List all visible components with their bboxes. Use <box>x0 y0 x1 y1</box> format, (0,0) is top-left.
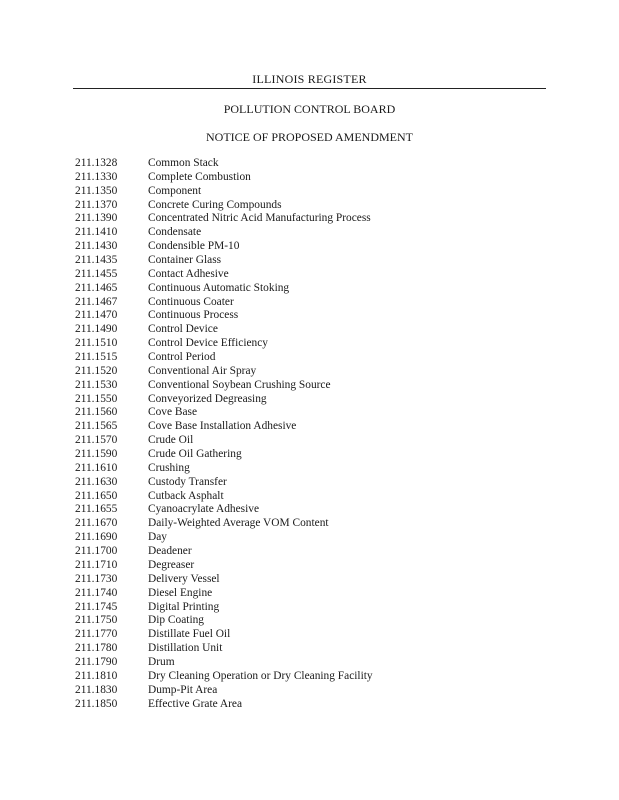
term-name: Cyanoacrylate Adhesive <box>148 503 260 516</box>
list-item <box>75 268 373 282</box>
list-item <box>75 476 373 490</box>
list-item <box>75 351 373 365</box>
term-name: Dump-Pit Area <box>148 683 218 696</box>
section-number: 211.1810 <box>75 669 118 682</box>
list-item <box>75 670 373 684</box>
section-number: 211.1328 <box>75 157 118 169</box>
list-item <box>75 309 373 323</box>
term-name: Degreaser <box>148 558 195 571</box>
section-number: 211.1520 <box>75 364 118 377</box>
section-number: 211.1610 <box>75 461 118 474</box>
term-name: Common Stack <box>148 157 219 169</box>
section-number: 211.1650 <box>75 489 118 502</box>
definition-list <box>75 157 373 711</box>
term-name: Conventional Soybean Crushing Source <box>148 378 331 391</box>
section-number: 211.1530 <box>75 378 118 391</box>
list-item <box>75 448 373 462</box>
list-item <box>75 434 373 448</box>
list-item <box>75 573 373 587</box>
list-item <box>75 420 373 434</box>
section-number: 211.1370 <box>75 198 118 211</box>
list-item <box>75 531 373 545</box>
term-name: Continuous Automatic Stoking <box>148 281 290 294</box>
list-item <box>75 490 373 504</box>
list-item <box>75 157 373 171</box>
section-number: 211.1710 <box>75 558 118 571</box>
section-number: 211.1740 <box>75 586 118 599</box>
section-number: 211.1790 <box>75 655 118 668</box>
term-name: Crude Oil <box>148 434 194 447</box>
section-number: 211.1467 <box>75 295 118 308</box>
list-item <box>75 337 373 351</box>
section-number: 211.1750 <box>75 614 118 627</box>
term-name: Control Period <box>148 351 216 364</box>
term-name: Continuous Process <box>148 309 239 322</box>
section-number: 211.1455 <box>75 267 118 280</box>
list-item <box>75 171 373 185</box>
list-item <box>75 406 373 420</box>
section-number: 211.1515 <box>75 351 118 364</box>
section-number: 211.1430 <box>75 240 118 253</box>
term-name: Cove Base Installation Adhesive <box>148 420 297 433</box>
list-item <box>75 656 373 670</box>
list-item <box>75 296 373 310</box>
list-item <box>75 559 373 573</box>
term-name: Daily-Weighted Average VOM Content <box>148 517 329 530</box>
section-number: 211.1350 <box>75 184 118 197</box>
term-name: Control Device <box>148 323 218 336</box>
term-name: Cutback Asphalt <box>148 489 224 502</box>
section-number: 211.1550 <box>75 392 118 405</box>
section-number: 211.1570 <box>75 434 118 447</box>
list-item <box>75 684 373 698</box>
term-name: Dip Coating <box>148 614 205 627</box>
list-item <box>75 185 373 199</box>
list-item <box>75 462 373 476</box>
term-name: Cove Base <box>148 406 198 419</box>
section-number: 211.1435 <box>75 254 118 267</box>
board-title: POLLUTION CONTROL BOARD <box>223 102 396 116</box>
term-name: Distillation Unit <box>148 642 223 655</box>
section-number: 211.1630 <box>75 475 118 488</box>
term-name: Drum <box>148 655 175 668</box>
list-item <box>75 614 373 628</box>
notice-title: NOTICE OF PROPOSED AMENDMENT <box>205 130 414 144</box>
term-name: Conventional Air Spray <box>148 364 257 377</box>
section-number: 211.1850 <box>75 697 118 710</box>
list-item <box>75 601 373 615</box>
section-number: 211.1470 <box>75 309 118 322</box>
term-name: Deadener <box>148 545 192 558</box>
section-number: 211.1465 <box>75 281 118 294</box>
list-item <box>75 517 373 531</box>
term-name: Condensate <box>148 226 202 239</box>
section-number: 211.1410 <box>75 226 118 239</box>
term-name: Component <box>148 184 202 197</box>
term-name: Distillate Fuel Oil <box>148 628 231 641</box>
section-number: 211.1565 <box>75 420 118 433</box>
term-name: Conveyorized Degreasing <box>148 392 267 405</box>
section-number: 211.1490 <box>75 323 118 336</box>
section-number: 211.1655 <box>75 503 118 516</box>
term-name: Delivery Vessel <box>148 572 220 585</box>
register-title: ILLINOIS REGISTER <box>252 72 367 86</box>
list-item <box>75 393 373 407</box>
section-number: 211.1510 <box>75 337 118 350</box>
section-number: 211.1670 <box>75 517 118 530</box>
section-number: 211.1830 <box>75 683 118 696</box>
section-number: 211.1730 <box>75 572 118 585</box>
term-name: Custody Transfer <box>148 475 227 488</box>
list-item <box>75 199 373 213</box>
term-name: Crude Oil Gathering <box>148 448 242 461</box>
term-name: Digital Printing <box>148 600 220 613</box>
list-item <box>75 254 373 268</box>
list-item <box>75 212 373 226</box>
term-name: Concentrated Nitric Acid Manufacturing Process <box>148 212 371 225</box>
list-item <box>75 642 373 656</box>
list-item <box>75 503 373 517</box>
section-number: 211.1390 <box>75 212 118 225</box>
term-name: Effective Grate Area <box>148 697 243 710</box>
section-number: 211.1780 <box>75 642 118 655</box>
section-number: 211.1560 <box>75 406 118 419</box>
list-item <box>75 323 373 337</box>
section-number: 211.1770 <box>75 628 118 641</box>
section-number: 211.1700 <box>75 545 118 558</box>
term-name: Diesel Engine <box>148 586 213 599</box>
term-name: Complete Combustion <box>148 170 251 183</box>
term-name: Concrete Curing Compounds <box>148 198 282 211</box>
list-item <box>75 628 373 642</box>
term-name: Condensible PM-10 <box>148 240 240 253</box>
list-item <box>75 226 373 240</box>
term-name: Container Glass <box>148 254 222 267</box>
term-name: Crushing <box>148 461 190 474</box>
term-name: Day <box>148 531 167 544</box>
section-number: 211.1330 <box>75 170 118 183</box>
list-item <box>75 545 373 559</box>
section-number: 211.1690 <box>75 531 118 544</box>
list-item <box>75 587 373 601</box>
term-name: Continuous Coater <box>148 295 234 308</box>
list-item <box>75 365 373 379</box>
header-rule <box>73 88 546 89</box>
list-item <box>75 240 373 254</box>
section-number: 211.1745 <box>75 600 118 613</box>
term-name: Dry Cleaning Operation or Dry Cleaning Facility <box>148 669 373 682</box>
list-item <box>75 282 373 296</box>
list-item <box>75 698 373 712</box>
term-name: Control Device Efficiency <box>148 337 268 350</box>
list-item <box>75 379 373 393</box>
section-number: 211.1590 <box>75 448 118 461</box>
term-name: Contact Adhesive <box>148 267 229 280</box>
